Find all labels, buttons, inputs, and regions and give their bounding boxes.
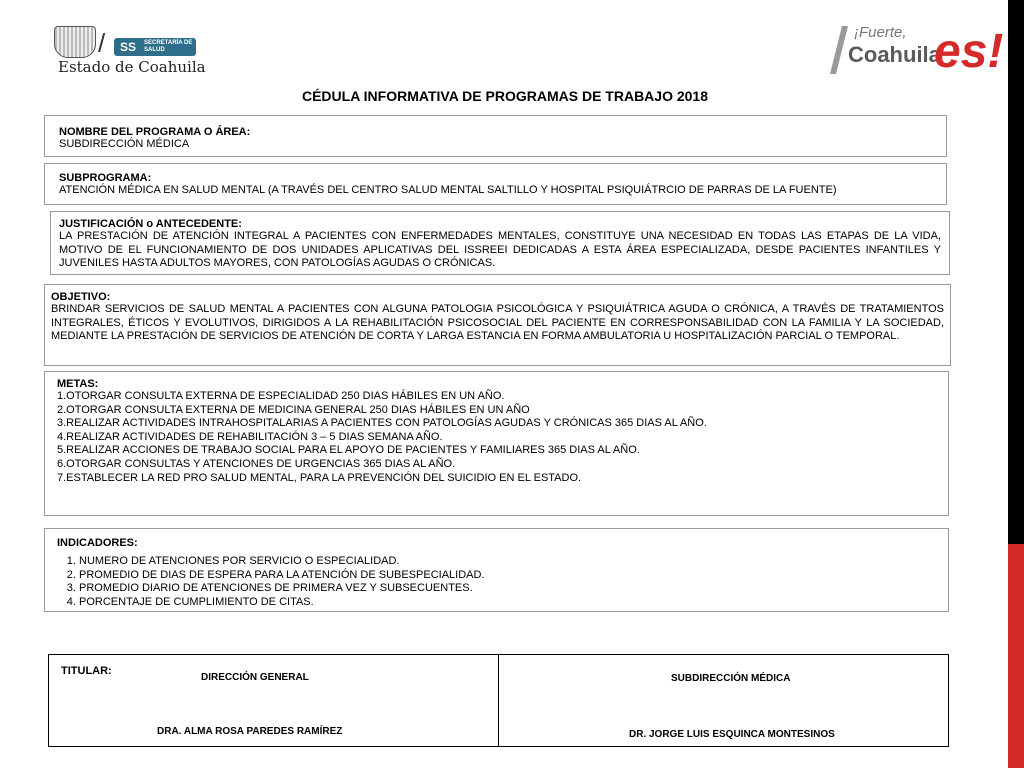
direccion-general-label: DIRECCIÓN GENERAL <box>201 672 309 683</box>
subprograma-value: ATENCIÓN MÉDICA EN SALUD MENTAL (A TRAVÉS DEL CENTRO SALUD MENTAL SALTILLO Y HOSPITAL PSIQUIÁTRCIO DE PARRAS DE LA FUENTE) <box>59 184 837 196</box>
logo-coahuila-text: Coahuila <box>848 42 941 67</box>
side-band-black <box>1008 0 1024 544</box>
metas-label: METAS: <box>57 378 99 390</box>
programa-value: SUBDIRECCIÓN MÉDICA <box>59 138 190 150</box>
indicador-item: 2. PROMEDIO DE DIAS DE ESPERA PARA LA ATENCIÓN DE SUBESPECIALIDAD. <box>79 569 936 583</box>
indicadores-box <box>44 528 949 612</box>
justificacion-value: LA PRESTACIÓN DE ATENCIÓN INTEGRAL A PACIENTES CON ENFERMEDADES MENTALES, CONSTITUYE UNA NECESIDAD EN TODAS LAS ETAPAS DE LA VIDA, MOTIVO DE EL FUNCIONAMIENTO DE DOS UNIDADES APLICATIVAS DEL ISSREEI DEDICADAS A ESTA ÁREA ESPECIALIZADA, DESDE PACIENTES INFANTILES Y JUVENILES HASTA ADULTOS MAYORES, CON PATOLOGÍAS AGUDAS O CRÓNICAS. <box>59 230 941 269</box>
coat-of-arms-icon <box>54 26 96 58</box>
fuerte-coahuila-logo <box>834 22 1004 90</box>
titular-left-name: DRA. ALMA ROSA PAREDES RAMÍREZ <box>157 726 343 737</box>
justificacion-box <box>50 211 950 275</box>
estado-text: Estado de Coahuila <box>58 58 206 76</box>
meta-item: 7.ESTABLECER LA RED PRO SALUD MENTAL, PARA LA PREVENCIÓN DEL SUICIDIO EN EL ESTADO. <box>57 471 582 484</box>
meta-item: 3.REALIZAR ACTIVIDADES INTRAHOSPITALARIAS A PACIENTES CON PATOLOGÍAS AGUDAS Y CRÓNICAS 365 DIAS AL AÑO. <box>57 417 707 430</box>
meta-item: 1.OTORGAR CONSULTA EXTERNA DE ESPECIALIDAD 250 DIAS HÁBILES EN UN AÑO. <box>57 390 505 402</box>
indicador-item: 4. PORCENTAJE DE CUMPLIMIENTO DE CITAS. <box>79 596 936 610</box>
meta-item: 2.OTORGAR CONSULTA EXTERNA DE MEDICINA GENERAL 250 DIAS HÁBILES EN UN AÑO <box>57 403 530 416</box>
programa-label: NOMBRE DEL PROGRAMA O ÁREA: <box>59 126 251 138</box>
logo-es-text: es! <box>934 25 1004 78</box>
logo-bar <box>830 26 848 74</box>
estado-coahuila-logo <box>52 24 206 80</box>
indicador-item: 1. NUMERO DE ATENCIONES POR SERVICIO O ESPECIALIDAD. <box>79 555 936 569</box>
subprograma-box <box>44 163 947 205</box>
logo-fuerte-text: ¡Fuerte, <box>854 24 907 41</box>
indicador-item: 3. PROMEDIO DIARIO DE ATENCIONES DE PRIMERA VEZ Y SUBSECUENTES. <box>79 582 936 596</box>
titular-label: TITULAR: <box>61 665 112 677</box>
programa-box <box>44 115 947 157</box>
indicadores-label: INDICADORES: <box>57 537 138 549</box>
metas-box <box>44 371 949 516</box>
document-title: CÉDULA INFORMATIVA DE PROGRAMAS DE TRABAJO 2018 <box>301 88 709 104</box>
meta-item: 5.REALIZAR ACCIONES DE TRABAJO SOCIAL PARA EL APOYO DE PACIENTES Y FAMILIARES 365 DIAS AL AÑO. <box>57 444 640 457</box>
meta-item: 4.REALIZAR ACTIVIDADES DE REHABILITACIÓN 3 – 5 DIAS SEMANA AÑO. <box>57 430 443 443</box>
metas-list <box>57 390 936 485</box>
firmas-divider <box>498 655 499 746</box>
justificacion-label: JUSTIFICACIÓN o ANTECEDENTE: <box>59 218 242 230</box>
titular-right-name: DR. JORGE LUIS ESQUINCA MONTESINOS <box>629 729 835 740</box>
meta-item: 6.OTORGAR CONSULTAS Y ATENCIONES DE URGENCIAS 365 DIAS AL AÑO. <box>57 457 456 470</box>
firmas-table <box>48 654 949 747</box>
subdireccion-medica-label: SUBDIRECCIÓN MÉDICA <box>671 673 791 684</box>
side-band-red <box>1008 544 1024 768</box>
objetivo-value: BRINDAR SERVICIOS DE SALUD MENTAL A PACIENTES CON ALGUNA PATOLOGIA PSICOLÓGICA Y PSIQUIÁTRICA AGUDA O CRÓNICA, A TRAVÉS DE TRATAMIENTOS INTEGRALES, ÉTICOS Y EVOLUTIVOS, DIRIGIDOS A LA REHABILITACIÓN PSICOSOCIAL DEL PACIENTE EN CORRESPONSABILIDAD CON LA FAMILIA Y LA SOCIEDAD, MEDIANTE LA PRESTACIÓN DE SERVICIOS DE ATENCIÓN DE CORTA Y LARGA ESTANCIA EN FORMA AMBULATORIA U HOSPITALIZACIÓN PARCIAL O TEMPORAL. <box>51 303 944 342</box>
subprograma-label: SUBPROGRAMA: <box>59 172 152 184</box>
secretaria-salud-badge <box>114 38 196 56</box>
objetivo-label: OBJETIVO: <box>51 291 111 303</box>
secretaria-text: SECRETARÍA DE SALUD <box>144 40 193 53</box>
objetivo-box <box>44 284 951 366</box>
logo-slash: / <box>98 28 106 58</box>
indicadores-list <box>57 555 936 609</box>
ss-badge-text: SS <box>120 40 137 54</box>
